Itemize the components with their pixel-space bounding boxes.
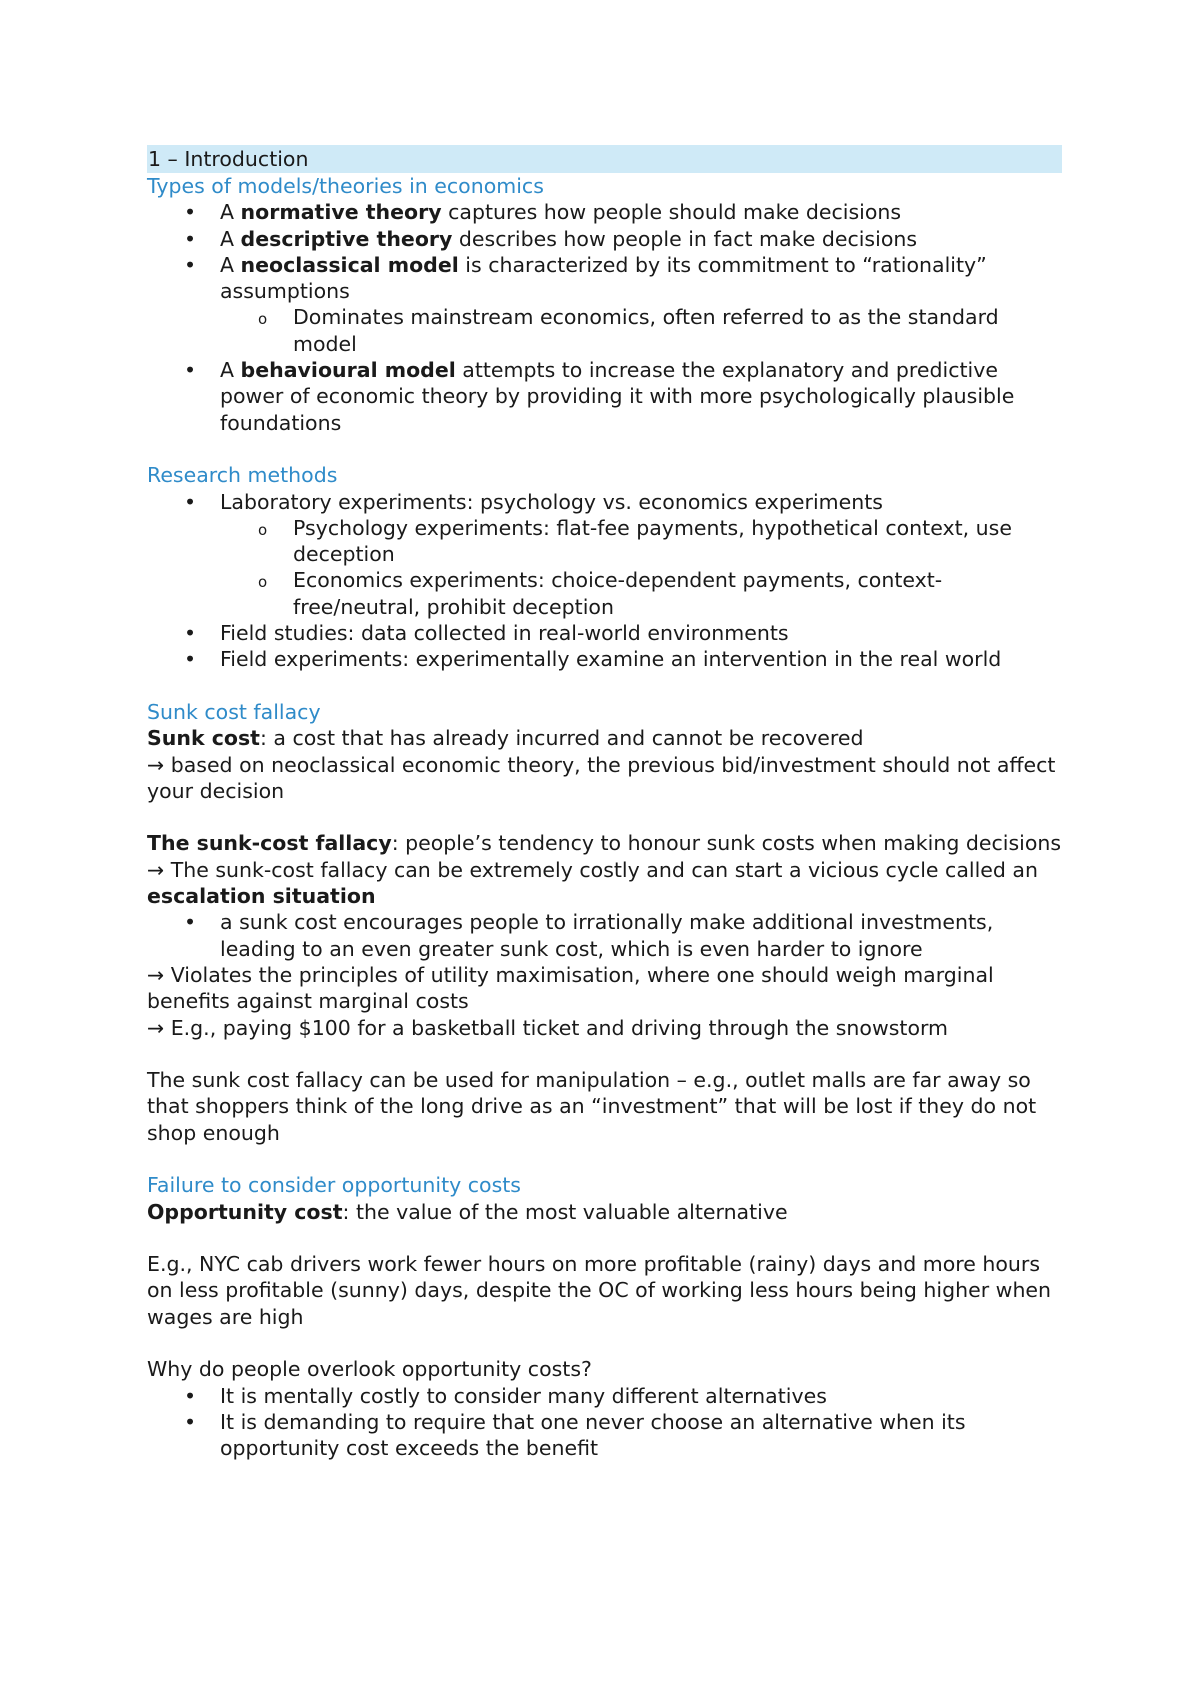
definition-sunk-cost-fallacy: The sunk-cost fallacy: people’s tendency to honour sunk costs when making decisions <box>147 831 1062 856</box>
list-item: • It is demanding to require that one never choose an alternative when its opportunity cost exceeds the benefit <box>147 1409 1062 1462</box>
chapter-title: 1 – Introduction <box>147 145 1062 173</box>
models-list <box>147 199 1062 436</box>
section-heading-research-methods: Research methods <box>147 463 338 488</box>
escalation-term: escalation situation <box>147 884 376 909</box>
list-item: • A neoclassical model is characterized by its commitment to “rationality” assumptions <box>147 252 1062 305</box>
list-item: • It is mentally costly to consider many different alternatives <box>147 1383 1062 1409</box>
list-item: • A descriptive theory describes how people in fact make decisions <box>147 226 1062 252</box>
sub-list-item: o Economics experiments: choice-dependent payments, context-free/neutral, prohibit deception <box>147 567 1062 620</box>
paragraph-example: E.g., NYC cab drivers work fewer hours on more profitable (rainy) days and more hours on less profitable (sunny) days, despite the OC of working less hours being higher when wages are high <box>147 1252 1052 1329</box>
list-item: • A behavioural model attempts to increase the explanatory and predictive power of economic theory by providing it with more psychologically plausible foundations <box>147 357 1062 436</box>
paragraph-manipulation: The sunk cost fallacy can be used for manipulation – e.g., outlet malls are far away so that shoppers think of the long drive as an “investment” that will be lost if they do not shop enough <box>147 1068 1037 1145</box>
list-item: • A normative theory captures how people should make decisions <box>147 199 1062 225</box>
list-item: • Laboratory experiments: psychology vs. economics experiments <box>147 489 1062 515</box>
definition-sunk-cost: Sunk cost: a cost that has already incurred and cannot be recovered <box>147 726 864 751</box>
paragraph-question: Why do people overlook opportunity costs? <box>147 1357 592 1382</box>
section-heading-opportunity-costs: Failure to consider opportunity costs <box>147 1173 521 1198</box>
escalation-list <box>147 909 1062 962</box>
document-body <box>147 145 1062 1462</box>
definition-opportunity-cost: Opportunity cost: the value of the most valuable alternative <box>147 1199 788 1224</box>
list-item: • a sunk cost encourages people to irrationally make additional investments, leading to an even greater sunk cost, which is even harder to ignore <box>147 909 1062 962</box>
arrow-note: → The sunk-cost fallacy can be extremely costly and can start a vicious cycle called an <box>147 857 1038 882</box>
sub-list-item: o Dominates mainstream economics, often referred to as the standard model <box>147 304 1062 357</box>
list-item: • Field studies: data collected in real-world environments <box>147 620 1062 646</box>
arrow-note: → Violates the principles of utility maximisation, where one should weigh marginal benefits against marginal costs <box>147 962 994 1014</box>
sub-list-item: o Psychology experiments: flat-fee payments, hypothetical context, use deception <box>147 515 1062 568</box>
methods-list <box>147 489 1062 673</box>
arrow-note: → based on neoclassical economic theory, the previous bid/investment should not affect your decision <box>147 752 1056 803</box>
list-item: • Field experiments: experimentally examine an intervention in the real world <box>147 646 1062 672</box>
reasons-list <box>147 1383 1062 1462</box>
section-heading-models: Types of models/theories in economics <box>147 174 544 198</box>
section-heading-sunk-cost: Sunk cost fallacy <box>147 699 321 724</box>
arrow-note: → E.g., paying $100 for a basketball ticket and driving through the snowstorm <box>147 1015 949 1040</box>
